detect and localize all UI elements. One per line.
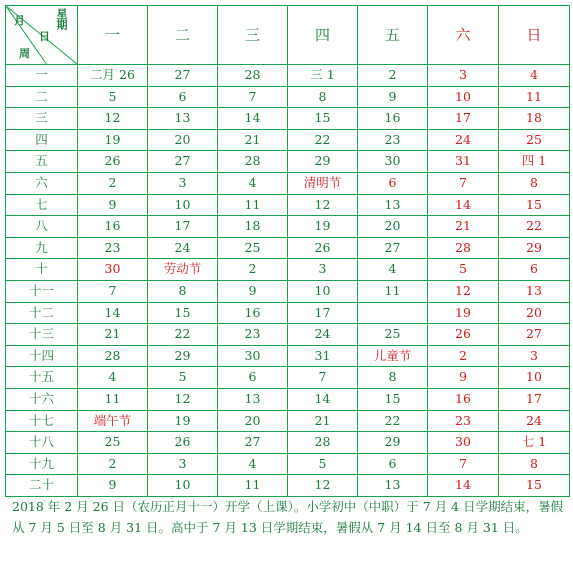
- table-row: [6, 280, 570, 302]
- date-cell: 16: [428, 388, 499, 410]
- week-number-cell: 十一: [6, 280, 78, 302]
- date-cell: 2: [78, 172, 148, 194]
- date-cell: 14: [218, 108, 288, 130]
- date-cell: 21: [288, 410, 358, 432]
- date-cell: 4: [218, 453, 288, 475]
- date-cell: 14: [78, 302, 148, 324]
- table-row: [6, 367, 570, 389]
- week-number-cell: 十七: [6, 410, 78, 432]
- date-cell: 30: [78, 259, 148, 281]
- date-cell: 2: [358, 65, 428, 87]
- week-number-cell: 四: [6, 129, 78, 151]
- table-row: [6, 302, 570, 324]
- date-cell: 14: [288, 388, 358, 410]
- date-cell: 6: [358, 172, 428, 194]
- date-cell: 29: [358, 432, 428, 454]
- date-cell: 13: [148, 108, 218, 130]
- date-cell: 17: [148, 216, 218, 238]
- date-cell: 29: [288, 151, 358, 173]
- date-cell: 7: [218, 86, 288, 108]
- date-cell: 26: [428, 324, 499, 346]
- date-cell: 20: [148, 129, 218, 151]
- date-cell: 8: [288, 86, 358, 108]
- date-cell: 二月 26: [78, 65, 148, 87]
- date-cell: 7: [428, 453, 499, 475]
- date-cell: 16: [358, 108, 428, 130]
- week-number-cell: 六: [6, 172, 78, 194]
- week-number-cell: 一: [6, 65, 78, 87]
- table-row: [6, 129, 570, 151]
- date-cell: 23: [358, 129, 428, 151]
- date-cell: 2: [78, 453, 148, 475]
- date-cell: 25: [499, 129, 570, 151]
- table-row: [6, 216, 570, 238]
- header-row: [6, 6, 570, 65]
- date-cell: 23: [428, 410, 499, 432]
- date-cell: 6: [218, 367, 288, 389]
- date-cell: 4: [78, 367, 148, 389]
- date-cell: 25: [358, 324, 428, 346]
- date-cell: 29: [499, 237, 570, 259]
- date-cell: 3: [148, 172, 218, 194]
- header-day-sun: 日: [499, 6, 570, 65]
- date-cell: 7: [428, 172, 499, 194]
- date-cell: 5: [288, 453, 358, 475]
- date-cell: 3: [288, 259, 358, 281]
- date-cell: 四 1: [499, 151, 570, 173]
- date-cell: 10: [148, 475, 218, 497]
- week-number-cell: 七: [6, 194, 78, 216]
- date-cell: 13: [358, 475, 428, 497]
- date-cell: 20: [218, 410, 288, 432]
- date-cell: 11: [218, 475, 288, 497]
- date-cell: 端午节: [78, 410, 148, 432]
- date-cell: 24: [288, 324, 358, 346]
- date-cell: 12: [78, 108, 148, 130]
- date-cell: 28: [218, 151, 288, 173]
- date-cell: 15: [358, 388, 428, 410]
- date-cell: 24: [148, 237, 218, 259]
- date-cell: 8: [499, 453, 570, 475]
- date-cell: 5: [78, 86, 148, 108]
- date-cell: 9: [428, 367, 499, 389]
- table-row: [6, 388, 570, 410]
- date-cell: 12: [288, 475, 358, 497]
- week-number-cell: 二: [6, 86, 78, 108]
- date-cell: 9: [218, 280, 288, 302]
- week-number-cell: 十六: [6, 388, 78, 410]
- date-cell: 30: [218, 345, 288, 367]
- date-cell: 27: [358, 237, 428, 259]
- date-cell: 11: [499, 86, 570, 108]
- date-cell: 26: [288, 237, 358, 259]
- date-cell: 17: [288, 302, 358, 324]
- week-number-cell: 十三: [6, 324, 78, 346]
- date-cell: 21: [78, 324, 148, 346]
- corner-header-cell: [6, 6, 78, 65]
- date-cell: 19: [148, 410, 218, 432]
- date-cell: 31: [428, 151, 499, 173]
- date-cell: 12: [428, 280, 499, 302]
- week-number-cell: 十五: [6, 367, 78, 389]
- week-number-cell: 三: [6, 108, 78, 130]
- table-row: [6, 345, 570, 367]
- date-cell: 4: [358, 259, 428, 281]
- date-cell: 28: [78, 345, 148, 367]
- date-cell: 26: [148, 432, 218, 454]
- date-cell: 21: [428, 216, 499, 238]
- date-cell: 22: [358, 410, 428, 432]
- header-day-sat: 六: [428, 6, 499, 65]
- date-cell: 9: [358, 86, 428, 108]
- date-cell: 2: [218, 259, 288, 281]
- corner-label-zhou: 周: [19, 47, 30, 60]
- table-row: [6, 324, 570, 346]
- date-cell: 2: [428, 345, 499, 367]
- header-day-thu: 四: [288, 6, 358, 65]
- date-cell: 17: [499, 388, 570, 410]
- date-cell: 劳动节: [148, 259, 218, 281]
- date-cell: 14: [428, 194, 499, 216]
- date-cell: 15: [499, 475, 570, 497]
- date-cell: 4: [218, 172, 288, 194]
- calendar-table: [5, 5, 570, 497]
- date-cell: 23: [78, 237, 148, 259]
- date-cell: 19: [288, 216, 358, 238]
- date-cell: 22: [288, 129, 358, 151]
- date-cell: 30: [358, 151, 428, 173]
- date-cell: 10: [499, 367, 570, 389]
- date-cell: 13: [499, 280, 570, 302]
- date-cell: 9: [78, 194, 148, 216]
- date-cell: 7: [288, 367, 358, 389]
- table-row: [6, 151, 570, 173]
- date-cell: 28: [288, 432, 358, 454]
- date-cell: 5: [428, 259, 499, 281]
- date-cell: 27: [218, 432, 288, 454]
- corner-label-xingqi: 星期: [55, 8, 68, 30]
- date-cell: 20: [499, 302, 570, 324]
- date-cell: 6: [358, 453, 428, 475]
- date-cell: 14: [428, 475, 499, 497]
- date-cell: 13: [358, 194, 428, 216]
- date-cell: 21: [218, 129, 288, 151]
- date-cell: 27: [148, 151, 218, 173]
- table-row: [6, 86, 570, 108]
- date-cell: 三 1: [288, 65, 358, 87]
- week-number-cell: 十四: [6, 345, 78, 367]
- date-cell: 16: [78, 216, 148, 238]
- date-cell: 6: [148, 86, 218, 108]
- date-cell: 19: [428, 302, 499, 324]
- date-cell: 4: [499, 65, 570, 87]
- date-cell: 10: [428, 86, 499, 108]
- date-cell: 11: [218, 194, 288, 216]
- week-number-cell: 十九: [6, 453, 78, 475]
- table-row: [6, 453, 570, 475]
- date-cell: 19: [78, 129, 148, 151]
- date-cell: 15: [148, 302, 218, 324]
- date-cell: 12: [288, 194, 358, 216]
- date-cell: 28: [218, 65, 288, 87]
- table-row: [6, 172, 570, 194]
- corner-label-ri: 日: [39, 30, 50, 43]
- date-cell: 9: [78, 475, 148, 497]
- date-cell: 25: [78, 432, 148, 454]
- table-row: [6, 65, 570, 87]
- date-cell: 27: [499, 324, 570, 346]
- date-cell: 10: [148, 194, 218, 216]
- table-row: [6, 432, 570, 454]
- date-cell: 11: [78, 388, 148, 410]
- week-number-cell: 五: [6, 151, 78, 173]
- date-cell: 12: [148, 388, 218, 410]
- date-cell: 5: [148, 367, 218, 389]
- date-cell: 23: [218, 324, 288, 346]
- date-cell: [358, 302, 428, 324]
- date-cell: 24: [428, 129, 499, 151]
- week-number-cell: 十八: [6, 432, 78, 454]
- date-cell: 6: [499, 259, 570, 281]
- corner-label-yue: 月: [14, 14, 25, 27]
- week-number-cell: 十二: [6, 302, 78, 324]
- date-cell: 8: [148, 280, 218, 302]
- date-cell: 17: [428, 108, 499, 130]
- header-day-fri: 五: [358, 6, 428, 65]
- date-cell: 13: [218, 388, 288, 410]
- date-cell: 3: [499, 345, 570, 367]
- header-day-tue: 二: [148, 6, 218, 65]
- date-cell: 清明节: [288, 172, 358, 194]
- date-cell: 26: [78, 151, 148, 173]
- table-row: [6, 108, 570, 130]
- date-cell: 30: [428, 432, 499, 454]
- date-cell: 7: [78, 280, 148, 302]
- date-cell: 22: [499, 216, 570, 238]
- date-cell: 18: [499, 108, 570, 130]
- date-cell: 24: [499, 410, 570, 432]
- table-row: [6, 410, 570, 432]
- table-row: [6, 475, 570, 497]
- date-cell: 27: [148, 65, 218, 87]
- table-row: [6, 259, 570, 281]
- term-note: 2018 年 2 月 26 日（农历正月十一）开学（上课）。小学初中（中职）于 7 月 4 日学期结束，暑假从 7 月 5 日至 8 月 31 日。高中于 7 月 13 日学期结束，暑假从 7 月 14 日至 8 月 31 日。: [12, 499, 564, 535]
- date-cell: 18: [218, 216, 288, 238]
- header-day-mon: 一: [78, 6, 148, 65]
- table-row: [6, 194, 570, 216]
- week-number-cell: 二十: [6, 475, 78, 497]
- table-row: [6, 237, 570, 259]
- date-cell: 3: [428, 65, 499, 87]
- week-number-cell: 九: [6, 237, 78, 259]
- date-cell: 3: [148, 453, 218, 475]
- school-calendar: [5, 5, 570, 535]
- date-cell: 10: [288, 280, 358, 302]
- date-cell: 15: [499, 194, 570, 216]
- date-cell: 25: [218, 237, 288, 259]
- date-cell: 22: [148, 324, 218, 346]
- date-cell: 8: [358, 367, 428, 389]
- date-cell: 31: [288, 345, 358, 367]
- date-cell: 20: [358, 216, 428, 238]
- week-number-cell: 十: [6, 259, 78, 281]
- date-cell: 8: [499, 172, 570, 194]
- week-number-cell: 八: [6, 216, 78, 238]
- date-cell: 11: [358, 280, 428, 302]
- date-cell: 16: [218, 302, 288, 324]
- date-cell: 15: [288, 108, 358, 130]
- header-day-wed: 三: [218, 6, 288, 65]
- date-cell: 七 1: [499, 432, 570, 454]
- date-cell: 儿童节: [358, 345, 428, 367]
- date-cell: 29: [148, 345, 218, 367]
- date-cell: 28: [428, 237, 499, 259]
